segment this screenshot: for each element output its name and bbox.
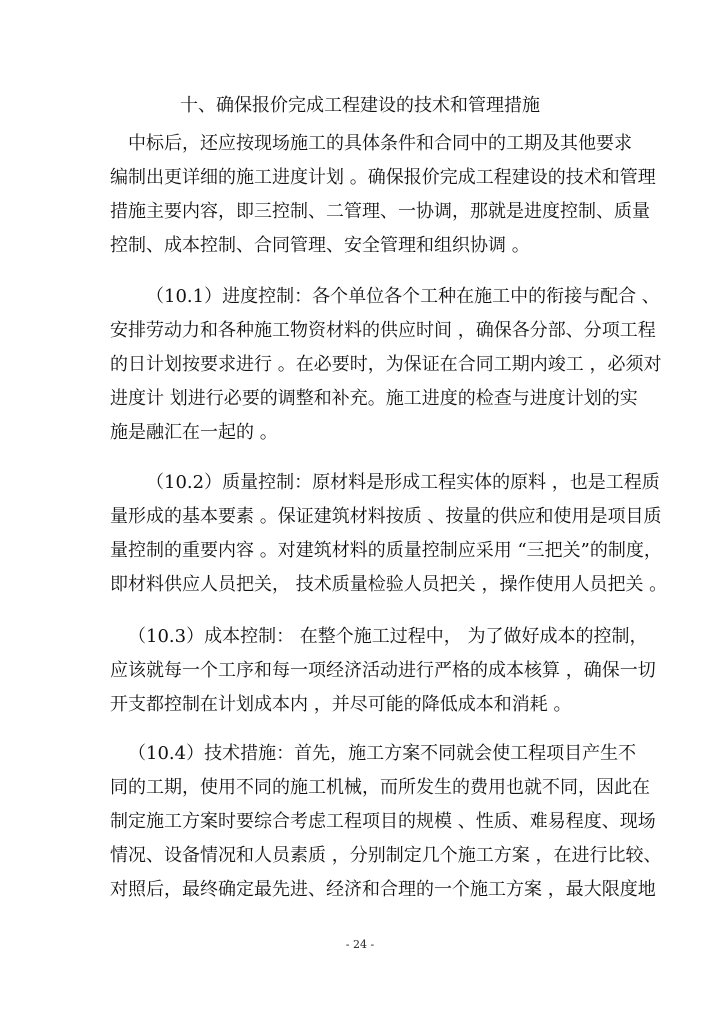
- text-line: 同的工期，使用不同的施工机械，而所发生的费用也就不同，因此在: [110, 777, 650, 798]
- text-line: （10.2）质量控制：原材料是形成工程实体的原料 ，也是工程质: [146, 472, 660, 493]
- text-line: 即材料供应人员把关， 技术质量检验人员把关 ，操作使用人员把关 。: [110, 574, 668, 595]
- paragraph-schedule-control: [110, 280, 662, 450]
- text-line: 量控制的重要内容 。对建筑材料的质量控制应采用 “三把关”的制度，: [110, 540, 662, 561]
- paragraph-quality-control: [110, 466, 668, 602]
- text-line: 量形成的基本要素 。保证建筑材料按质 、按量的供应和使用是项目质: [110, 506, 662, 527]
- text-line: 措施主要内容，即三控制、二管理、一协调，那就是进度控制、质量: [110, 201, 650, 222]
- text-line: 中标后，还应按现场施工的具体条件和合同中的工期及其他要求: [128, 133, 632, 154]
- text-line: 安排劳动力和各种施工物资材料的供应时间 ，确保各分部、分项工程: [110, 320, 656, 341]
- text-line: （10.4）技术措施：首先，施工方案不同就会使工程项目产生不: [128, 743, 637, 764]
- text-line: 进度计 划进行必要的调整和补充。施工进度的检查与进度计划的实: [110, 388, 638, 409]
- page-number: - 24 -: [345, 938, 375, 951]
- paragraph-intro: [110, 127, 656, 263]
- text-line: 施是融汇在一起的 。: [110, 422, 278, 443]
- text-line: 开支都控制在计划成本内 ，并尽可能的降低成本和消耗 。: [110, 694, 572, 715]
- text-line: 编制出更详细的施工进度计划 。确保报价完成工程建设的技术和管理: [110, 167, 656, 188]
- text-line: 情况、设备情况和人员素质 ，分别制定几个施工方案 ，在进行比较、: [110, 845, 662, 866]
- section-title: 十、确保报价完成工程建设的技术和管理措施: [180, 95, 540, 116]
- text-line: （10.3）成本控制： 在整个施工过程中， 为了做好成本的控制，: [128, 626, 648, 647]
- text-line: 控制、成本控制、合同管理、安全管理和组织协调 。: [110, 235, 530, 256]
- paragraph-technical-measures: [110, 737, 662, 907]
- text-line: 的日计划按要求进行 。在必要时，为保证在合同工期内竣工 ，必须对: [110, 354, 662, 375]
- text-line: 应该就每一个工序和每一项经济活动进行严格的成本核算 ，确保一切: [110, 660, 656, 681]
- text-line: 对照后，最终确定最先进、经济和合理的一个施工方案 ，最大限度地: [110, 879, 656, 900]
- text-line: （10.1）进度控制：各个单位各个工种在施工中的衔接与配合 、: [146, 286, 660, 307]
- paragraph-cost-control: [110, 620, 656, 722]
- text-line: 制定施工方案时要综合考虑工程项目的规模 、性质、难易程度、现场: [110, 811, 656, 832]
